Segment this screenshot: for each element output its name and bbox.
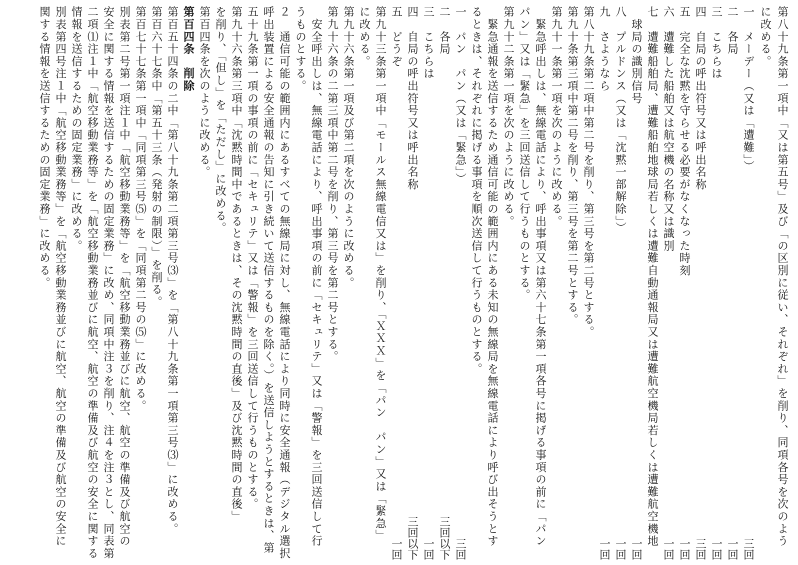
list-item-count: 一回 [422,538,435,560]
text-column: 二項⑴注１中「航空移動業務等」を「航空移動業務並びに航空、航空の準備及び航空の安全に関する [86,6,99,560]
text-column: 第百七十七条第一項中「同項第三号⑸」を「同項第二号の⑸」に改める。 [134,6,147,412]
list-item-count: 三回 [454,538,467,560]
text-column: 第九十条第三項中第二号を削り、第三号を第二号とする。 [566,6,579,326]
text-column: 第九十六条第一項及び第二項を次のように改める。 [342,6,355,289]
list-item-text: 五 完全な沈黙を守らせる必要がなくなった時刻 [678,6,691,277]
list-item-text: 三 こちらは [422,6,435,80]
list-item-text: 二 各局 [726,6,739,56]
text-column: 五十九条第一項の事項の前に「セキュリテ」又は「警報」を三回送信して行うものとする。 [246,6,259,511]
text-column: 第百四条を次のように改める。 [198,6,211,179]
list-item-text: 八 プルドンス（又は「沈黙一部解除」） [614,6,627,235]
text-column: 第九十六条第三項中「沈黙時間中であるときは、その沈黙時間の直後」及び沈黙時間の直後」 [230,6,243,523]
list-item-text: 六 遭難した船舶又は航空機の名称又は識別 [662,6,675,252]
list-item [741,6,755,560]
list-item-text: 一 メーデー（又は「遭難」） [742,6,755,173]
list-item-text: 九 さようなら [598,6,611,93]
list-item-text: 四 自局の呼出符号又は呼出名称 [694,6,707,191]
list-item [597,6,611,560]
text-column: 第九十二条第一項を次のように改める。 [502,6,515,228]
article-heading: 第百四条 削除 [182,6,195,93]
list-item-text: 三 こちらは [710,6,723,80]
list-item [693,6,707,560]
list-item-count: 三回 [694,538,707,560]
text-column: うものとする。 [294,6,307,93]
list-item [405,6,419,560]
list-item-text: 四 自局の呼出符号又は呼出名称 [406,6,419,191]
text-column: 第九十三条第一項中「モールス無線電信又は」を削り、「ＸＸＸ」を「パン パン」又は「緊急」 [374,6,387,542]
list-item-text: 七 遭難船舶局、遭難船舶地球局若しくは遭難自動通報局又は遭難航空機局若しくは遭難航空機地 [646,6,659,548]
list-item-text: 二 各局 [438,6,451,56]
text-column: 第八十九条第二項中第二号を削り、第三号を第二号とする。 [582,6,595,339]
text-column: 関する情報を送信するための固定業務」に改める。 [38,6,51,289]
list-item [661,6,675,560]
list-item [629,6,643,560]
text-column: ２ 通信可能の範囲内にあるすべての無線局に対し、無線電話により同時に安全通報（デジタル選択 [278,6,291,560]
list-item [453,6,467,560]
list-item-count: 三回 [742,538,755,560]
list-item-count: 一回 [598,538,611,560]
list-item [709,6,723,560]
list-item [725,6,739,560]
list-item-count: 一回 [390,538,403,560]
text-column: 緊急呼出しは、無線電話により、呼出事項又は第六十七条第一項各号に掲げる事項の前に「パン [534,6,547,548]
list-item-count: 三回以下 [406,516,419,560]
list-item-text: 球局の識別信号 [630,6,643,105]
list-item [389,6,403,560]
list-item-text: 五 どうぞ [390,6,403,68]
text-column: 緊急通報を送信するため通信可能の範囲内にある未知の無線局を無線電話により呼び出そうとす [486,6,499,548]
text-column: 別表第二号第一項注１中「航空移動業務等」を「航空移動業務並びに航空、航空の準備及び航空の [118,6,131,548]
list-item-count: 一回 [710,538,723,560]
list-item-count: 一回 [614,538,627,560]
text-column: 第八十九条第一項中「又は第五号」及び「の区別に従い、それぞれ」を削り、同項各号を次のよう [776,6,789,548]
list-item [677,6,691,560]
text-column: 第百五十四条の二中「第八十九条第二項第三号⑶」を「第八十九条第一項第三号⑶」に改める。 [166,6,179,535]
text-column: を削り、「但し」を「ただし」に改める。 [214,6,227,235]
list-item-count: 一回 [662,538,675,560]
text-column: 安全呼出しは、無線電話により、呼出事項の前に「セキュリテ」又は「警報」を三回送信して行 [310,6,323,548]
text-column: るときは、それぞれに掲げる事項を順次送信して行うものとする。 [470,6,483,375]
list-item [613,6,627,560]
text-column: に改める。 [358,6,371,68]
text-column: 第九十六条の二第三項中第二号を削り、第三号を第二号とする。 [326,6,339,363]
text-column: 安全に関する情報を送信するための固定業務」に改め、同項中注３を削り、注４を注３とし、同表第 [102,6,115,560]
text-column: 情報を送信するための固定業務」に改める。 [70,6,83,252]
list-item-text: 一 パン パン（又は「緊急」） [454,6,467,185]
text-column: 別表第四号注１中「航空移動業務等」を「航空移動業務並びに航空、航空の準備及び航空の安全に [54,6,67,548]
list-item-count: 一回 [630,538,643,560]
text-column: に改める。 [759,6,772,68]
list-item-count: 一回 [726,538,739,560]
text-column: 呼出装置による安全通報の告知に引き続いて送信するものを除く。）を送信しようとするときは、第 [262,6,275,554]
list-item [421,6,435,560]
list-item-count: 一回 [678,538,691,560]
text-column: 第百六十七条中「第五十三条（発射の制限）」を削る。 [150,6,163,308]
text-column: 第九十一条第一項を次のように改める。 [550,6,563,228]
list-item [437,6,451,560]
list-item-count: 三回以下 [438,516,451,560]
text-column: パン」又は「緊急」を三回送信して行うものとする。 [518,6,531,302]
